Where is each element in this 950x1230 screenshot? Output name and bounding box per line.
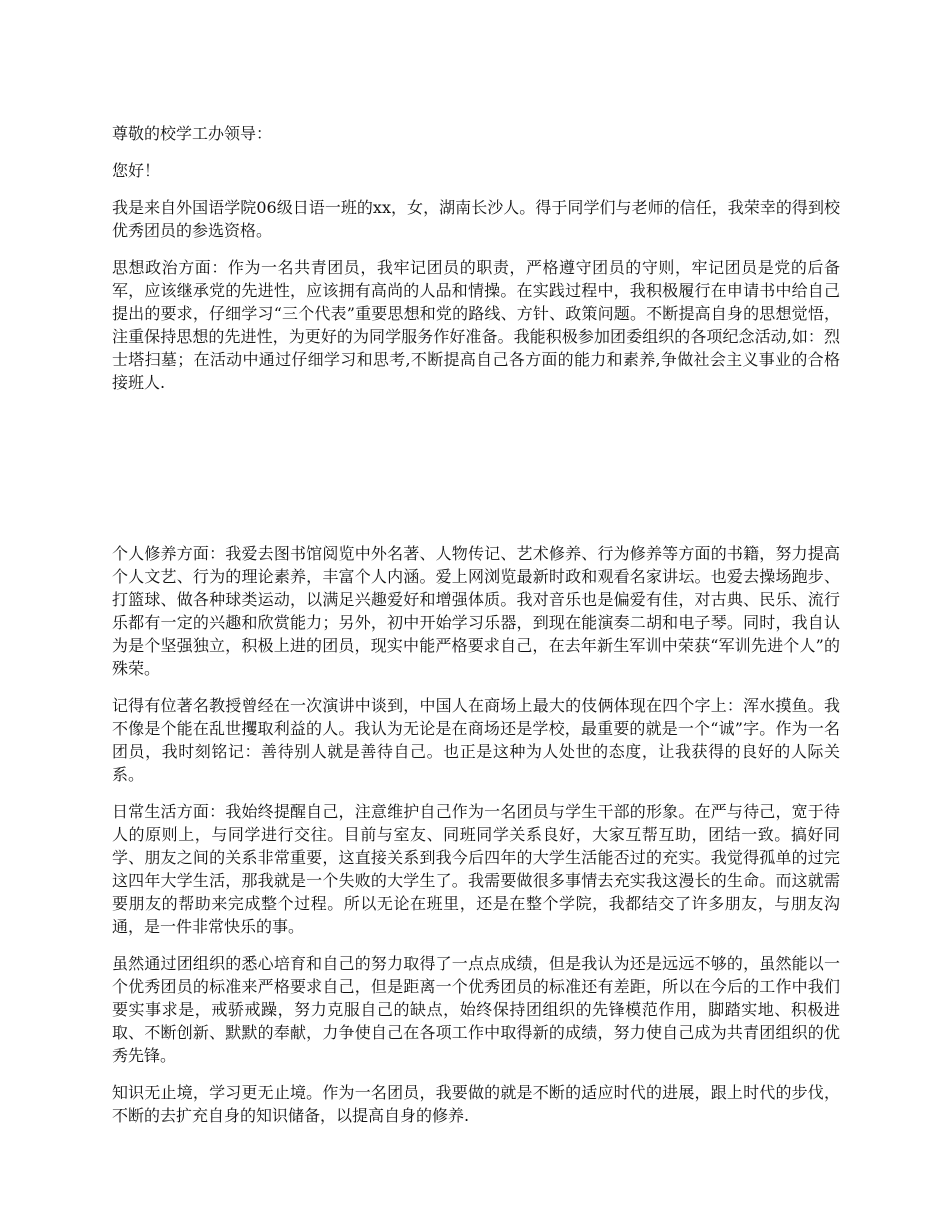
greeting: 您好！ [112,161,161,180]
salutation: 尊敬的校学工办领导： [112,124,273,143]
paragraph-introduction: 我是来自外国语学院06级日语一班的xx，女，湖南长沙人。得于同学们与老师的信任，我荣幸的得到校优秀团员的参选资格。 [112,198,840,240]
blank-gap [112,408,840,542]
paragraph-daily-life: 日常生活方面：我始终提醒自己，注意维护自己作为一名团员与学生干部的形象。在严与待己，宽于待人的原则上，与同学进行交往。目前与室友、同班同学关系良好，大家互帮互助，团结一致。搞好同学、朋友之间的关系非常重要，这直接关系到我今后四年的大学生活能否过的充实。我觉得孤单的过完这四年大学生活，那我就是一个失败的大学生了。我需要做很多事情去充实我这漫长的生命。而这就需要朋友的帮助来完成整个过程。所以无论在班里，还是在整个学院，我都结交了许多朋友，与朋友沟通，是一件非常快乐的事。 [112,802,840,936]
paragraph-self-improvement: 虽然通过团组织的悉心培育和自己的努力取得了一点点成绩，但是我认为还是远远不够的，虽然能以一个优秀团员的标准来严格要求自己，但是距离一个优秀团员的标准还有差距，所以在今后的工作中我们要实事求是，戒骄戒躁，努力克服自己的缺点，始终保持团组织的先锋模范作用，脚踏实地、积极进取、不断创新、默默的奉献，力争使自己在各项工作中取得新的成绩，努力使自己成为共青团组织的优秀先锋。 [112,954,840,1065]
paragraph-personal-cultivation: 个人修养方面：我爱去图书馆阅览中外名著、人物传记、艺术修养、行为修养等方面的书籍，努力提高个人文艺、行为的理论素养，丰富个人内涵。爱上网浏览最新时政和观看名家讲坛。也爱去操场跑步、打篮球、做各种球类运动，以满足兴趣爱好和增强体质。我对音乐也是偏爱有佳，对古典、民乐、流行乐都有一定的兴趣和欣赏能力；另外，初中开始学习乐器，到现在能演奏二胡和电子琴。同时，我自认为是个坚强独立，积极上进的团员，现实中能严格要求自己，在去年新生军训中荣获“军训先进个人”的殊荣。 [112,544,840,678]
paragraph-conclusion: 知识无止境，学习更无止境。作为一名团员，我要做的就是不断的适应时代的进展，跟上时代的步伐，不断的去扩充自身的知识储备，以提高自身的修养. [112,1083,840,1125]
document-page [112,122,840,1141]
paragraph-political-thought: 思想政治方面：作为一名共青团员，我牢记团员的职责，严格遵守团员的守则，牢记团员是党的后备军，应该继承党的先进性，应该拥有高尚的人品和情操。在实践过程中，我积极履行在申请书中给自己提出的要求，仔细学习“三个代表”重要思想和党的路线、方针、政策问题。不断提高自身的思想觉悟，注重保持思想的先进性，为更好的为同学服务作好准备。我能积极参加团委组织的各项纪念活动,如：烈士塔扫墓；在活动中通过仔细学习和思考,不断提高自己各方面的能力和素养,争做社会主义事业的合格接班人. [112,258,840,392]
paragraph-integrity: 记得有位著名教授曾经在一次演讲中谈到，中国人在商场上最大的伎俩体现在四个字上：浑水摸鱼。我不像是个能在乱世攫取利益的人。我认为无论是在商场还是学校，最重要的就是一个“诚”字。作为一名团员，我时刻铭记：善待别人就是善待自己。也正是这种为人处世的态度，让我获得的良好的人际关系。 [112,696,840,784]
